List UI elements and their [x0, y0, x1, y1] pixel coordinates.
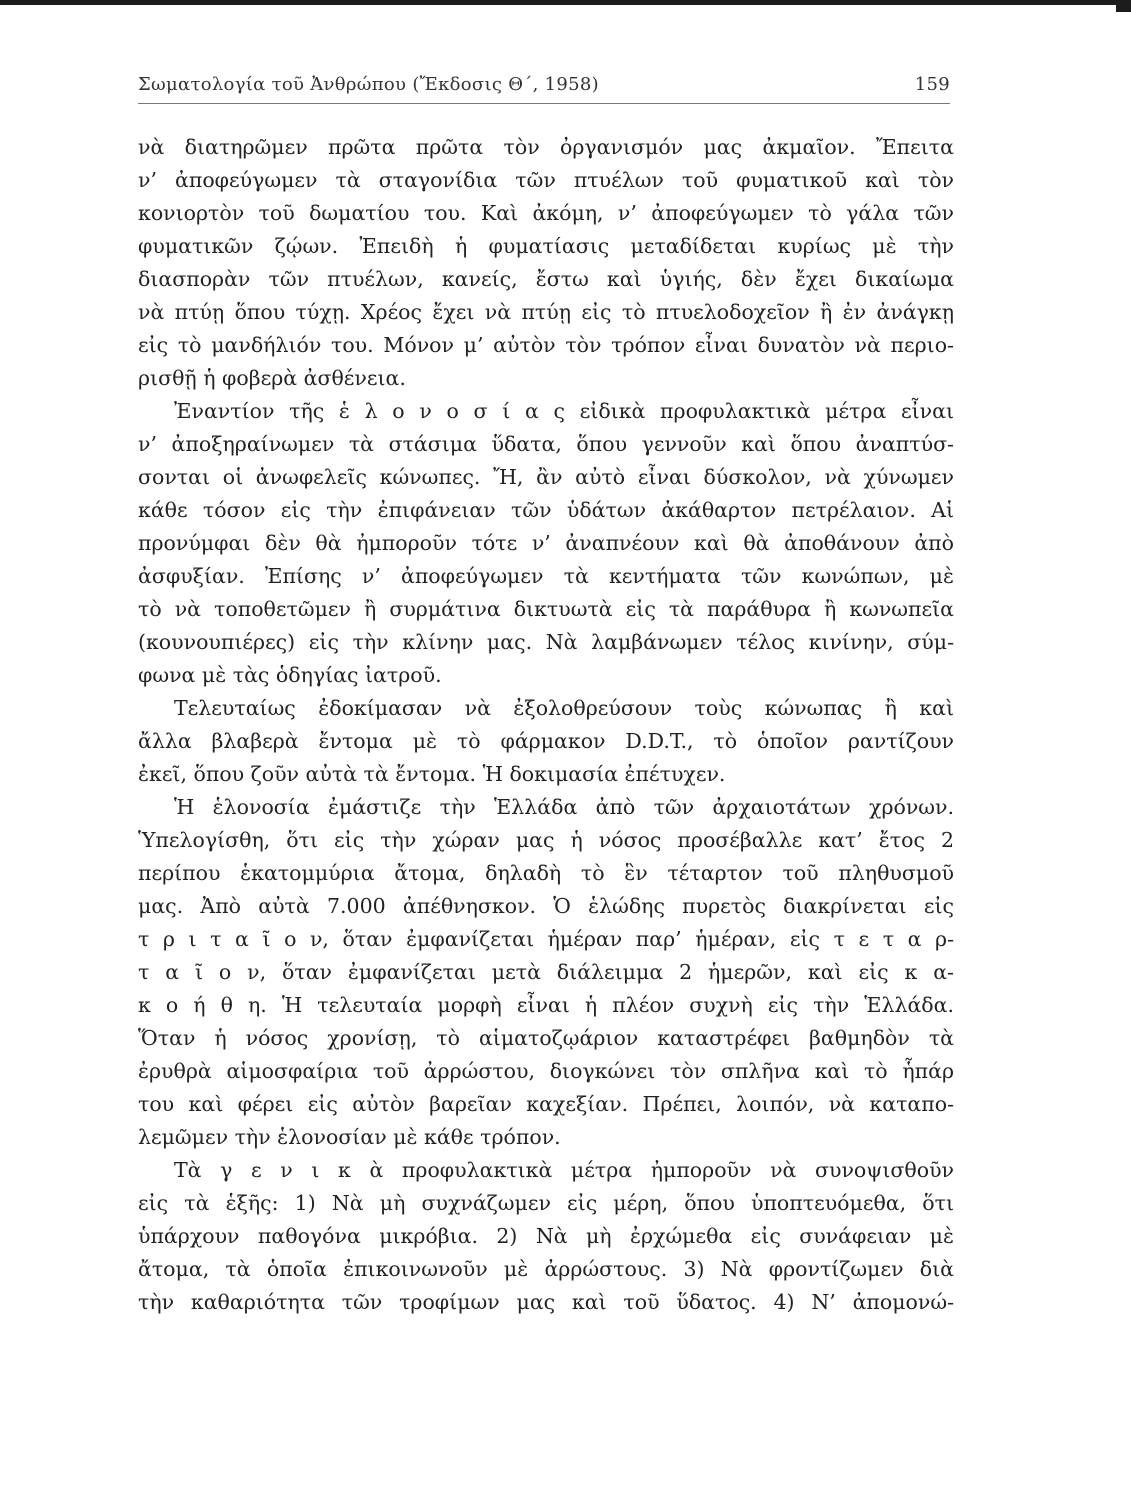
- running-head: [138, 74, 950, 102]
- page-number: 159: [914, 74, 950, 95]
- text-line: ἐκεῖ, ὅπου ζοῦν αὐτὰ τὰ ἔντομα. Ἡ δοκιμασία ἐπέτυχεν.: [138, 762, 726, 786]
- text-line: Ὅταν ἡ νόσος χρονίσῃ, τὸ αἱματοζῳάριον καταστρέφει βαθμηδὸν τὰ: [138, 1026, 954, 1050]
- text-line: ὑπάρχουν παθογόνα μικρόβια. 2) Νὰ μὴ ἐρχώμεθα εἰς συνάφειαν μὲ: [138, 1224, 954, 1248]
- body-text: [138, 131, 954, 1319]
- text-line: (κουνουπιέρες) εἰς τὴν κλίνην μας. Νὰ λαμβάνωμεν τέλος κινίνην, σύμ-: [138, 630, 954, 654]
- text-line: σονται οἱ ἀνωφελεῖς κώνωπες. Ἤ, ἂν αὐτὸ εἶναι δύσκολον, νὰ χύνωμεν: [138, 465, 954, 489]
- text-line: ἄλλα βλαβερὰ ἔντομα μὲ τὸ φάρμακον D.D.T., τὸ ὁποῖον ραντίζουν: [138, 729, 954, 753]
- running-head-title: Σωματολογία τοῦ Ἀνθρώπου (Ἔκδοσις Θ΄, 1958): [138, 74, 599, 95]
- text-line: ἀσφυξίαν. Ἐπίσης ν’ ἀποφεύγωμεν τὰ κεντήματα τῶν κωνώπων, μὲ: [138, 564, 954, 588]
- text-line: νὰ διατηρῶμεν πρῶτα πρῶτα τὸν ὀργανισμόν μας ἀκμαῖον. Ἔπειτα: [138, 135, 954, 159]
- text-line: περίπου ἑκατομμύρια ἄτομα, δηλαδὴ τὸ ἓν τέταρτον τοῦ πληθυσμοῦ: [138, 861, 954, 885]
- text-line: ν’ ἀποφεύγωμεν τὰ σταγονίδια τῶν πτυέλων τοῦ φυματικοῦ καὶ τὸν: [138, 168, 954, 192]
- text-line: νὰ πτύῃ ὅπου τύχῃ. Χρέος ἔχει νὰ πτύῃ εἰς τὸ πτυελοδοχεῖον ἢ ἐν ἀνάγκῃ: [138, 300, 954, 324]
- text-line: κ ο ή θ η. Ἡ τελευταία μορφὴ εἶναι ἡ πλέον συχνὴ εἰς τὴν Ἑλλάδα.: [138, 993, 954, 1017]
- text-line: φυματικῶν ζῴων. Ἐπειδὴ ἡ φυματίασις μεταδίδεται κυρίως μὲ τὴν: [138, 234, 954, 258]
- text-line: κάθε τόσον εἰς τὴν ἐπιφάνειαν τῶν ὑδάτων ἀκάθαρτον πετρέλαιον. Αἱ: [138, 498, 954, 522]
- text-line: τ α ῖ ο ν, ὅταν ἐμφανίζεται μετὰ διάλειμμα 2 ἡμερῶν, καὶ εἰς κ α-: [138, 960, 954, 984]
- text-line: του καὶ φέρει εἰς αὐτὸν βαρεῖαν καχεξίαν. Πρέπει, λοιπόν, νὰ καταπο-: [138, 1092, 954, 1116]
- text-line: Τὰ γ ε ν ι κ ὰ προφυλακτικὰ μέτρα ἠμποροῦν νὰ συνοψισθοῦν: [174, 1158, 954, 1182]
- text-line: διασπορὰν τῶν πτυέλων, κανείς, ἔστω καὶ ὑγιής, δὲν ἔχει δικαίωμα: [138, 267, 954, 291]
- text-line: προνύμφαι δὲν θὰ ἠμποροῦν τότε ν’ ἀναπνέουν καὶ θὰ ἀποθάνουν ἀπὸ: [138, 531, 954, 555]
- text-line: τὸ νὰ τοποθετῶμεν ἢ συρμάτινα δικτυωτὰ εἰς τὰ παράθυρα ἢ κωνωπεῖα: [138, 597, 954, 621]
- text-line: ἐρυθρὰ αἱμοσφαίρια τοῦ ἀρρώστου, διογκώνει τὸν σπλῆνα καὶ τὸ ἧπάρ: [138, 1059, 954, 1083]
- text-line: μας. Ἀπὸ αὐτὰ 7.000 ἀπέθνησκον. Ὁ ἑλώδης πυρετὸς διακρίνεται εἰς: [138, 894, 954, 918]
- text-line: τ ρ ι τ α ῖ ο ν, ὅταν ἐμφανίζεται ἡμέραν παρ’ ἡμέραν, εἰς τ ε τ α ρ-: [138, 927, 954, 951]
- text-line: Ἡ ἑλονοσία ἐμάστιζε τὴν Ἑλλάδα ἀπὸ τῶν ἀρχαιοτάτων χρόνων.: [174, 795, 954, 819]
- text-line: Ὑπελογίσθη, ὅτι εἰς τὴν χώραν μας ἡ νόσος προσέβαλλε κατ’ ἔτος 2: [138, 828, 954, 852]
- text-line: εἰς τὰ ἑξῆς: 1) Νὰ μὴ συχνάζωμεν εἰς μέρη, ὅπου ὑποπτευόμεθα, ὅτι: [138, 1191, 954, 1215]
- text-line: εἰς τὸ μανδήλιόν του. Μόνον μ’ αὐτὸν τὸν τρόπον εἶναι δυνατὸν νὰ περιο-: [138, 333, 954, 357]
- text-line: ν’ ἀποξηραίνωμεν τὰ στάσιμα ὕδατα, ὅπου γεννοῦν καὶ ὅπου ἀναπτύσ-: [138, 432, 954, 456]
- text-line: λεμῶμεν τὴν ἑλονοσίαν μὲ κάθε τρόπον.: [138, 1125, 561, 1149]
- text-line: Ἐναντίον τῆς ἑ λ ο ν ο σ ί α ς εἰδικὰ προφυλακτικὰ μέτρα εἶναι: [174, 399, 954, 423]
- text-line: τὴν καθαριότητα τῶν τροφίμων μας καὶ τοῦ ὕδατος. 4) Ν’ ἀπομονώ-: [138, 1290, 954, 1314]
- text-line: φωνα μὲ τὰς ὁδηγίας ἰατροῦ.: [138, 663, 442, 687]
- text-line: ρισθῇ ἡ φοβερὰ ἀσθένεια.: [138, 366, 406, 390]
- text-line: ἄτομα, τὰ ὁποῖα ἐπικοινωνοῦν μὲ ἀρρώστους. 3) Νὰ φροντίζωμεν διὰ: [138, 1257, 954, 1281]
- header-rule: [138, 103, 950, 104]
- text-line: κονιορτὸν τοῦ δωματίου του. Καὶ ἀκόμη, ν’ ἀποφεύγωμεν τὸ γάλα τῶν: [138, 201, 954, 225]
- text-line: Τελευταίως ἐδοκίμασαν νὰ ἐξολοθρεύσουν τοὺς κώνωπας ἢ καὶ: [174, 696, 954, 720]
